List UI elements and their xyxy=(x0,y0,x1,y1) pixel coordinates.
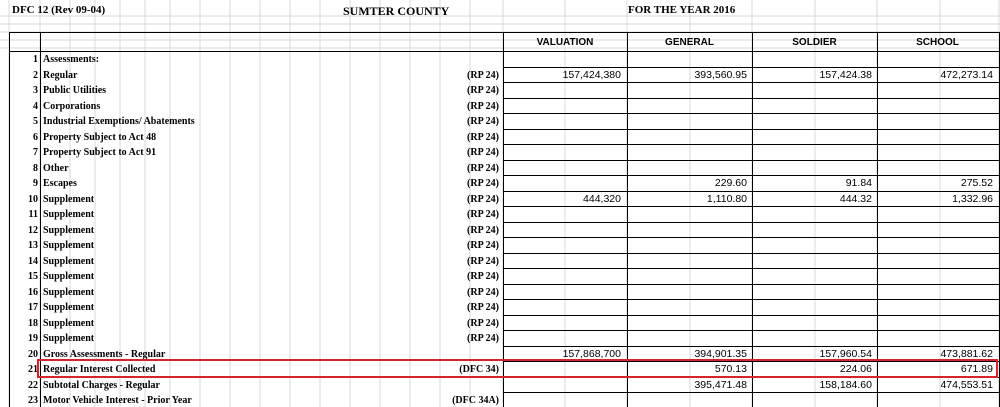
row-number: 4 xyxy=(33,101,38,112)
school-cell[interactable] xyxy=(877,238,993,253)
column-header-general[interactable]: GENERAL xyxy=(665,37,714,48)
row-reference: (RP 24) xyxy=(467,256,499,267)
row-reference: (RP 24) xyxy=(467,101,499,112)
value-row-border xyxy=(503,268,999,269)
value-row-border xyxy=(503,191,999,192)
general-cell[interactable] xyxy=(627,285,747,300)
row-number: 18 xyxy=(28,318,38,329)
row-label: Assessments: xyxy=(43,54,100,65)
school-cell[interactable] xyxy=(877,83,993,98)
soldier-cell[interactable]: 224.06 xyxy=(839,363,872,375)
row-reference: (RP 24) xyxy=(467,147,499,158)
row-number: 6 xyxy=(33,132,38,143)
valuation-cell[interactable] xyxy=(503,223,621,238)
general-cell[interactable] xyxy=(627,316,747,331)
school-cell[interactable] xyxy=(877,331,993,346)
row-label: Supplement xyxy=(43,194,95,205)
school-cell[interactable] xyxy=(877,114,993,129)
soldier-cell[interactable] xyxy=(752,316,872,331)
value-row-border xyxy=(503,82,999,83)
table-row[interactable] xyxy=(0,145,1000,160)
row-reference: (RP 24) xyxy=(467,240,499,251)
soldier-cell[interactable] xyxy=(752,393,872,407)
row-label: Supplement xyxy=(43,333,95,344)
valuation-cell[interactable] xyxy=(503,161,621,176)
table-row[interactable] xyxy=(0,83,1000,98)
school-cell[interactable] xyxy=(877,254,993,269)
school-cell[interactable]: 671.89 xyxy=(960,363,993,375)
soldier-cell[interactable] xyxy=(752,99,872,114)
valuation-cell[interactable]: 157,424,380 xyxy=(562,69,621,81)
table-row[interactable] xyxy=(0,238,1000,253)
row-label: Corporations xyxy=(43,101,101,112)
valuation-cell[interactable] xyxy=(503,331,621,346)
soldier-cell[interactable] xyxy=(752,145,872,160)
school-cell[interactable] xyxy=(877,300,993,315)
general-cell[interactable] xyxy=(627,130,747,145)
soldier-cell[interactable] xyxy=(752,223,872,238)
row-number: 13 xyxy=(28,240,38,251)
row-label: Supplement xyxy=(43,271,95,282)
general-cell[interactable] xyxy=(627,238,747,253)
general-cell[interactable] xyxy=(627,99,747,114)
row-label: Supplement xyxy=(43,209,95,220)
value-row-border xyxy=(503,113,999,114)
soldier-cell[interactable] xyxy=(752,114,872,129)
soldier-cell[interactable]: 444.32 xyxy=(839,193,872,205)
row-number: 3 xyxy=(33,85,38,96)
table-row[interactable] xyxy=(0,378,1000,393)
school-cell[interactable] xyxy=(877,145,993,160)
school-cell[interactable]: 474,553.51 xyxy=(940,379,993,391)
table-row[interactable] xyxy=(0,192,1000,207)
valuation-cell[interactable]: 444,320 xyxy=(583,193,621,205)
value-row-border xyxy=(503,144,999,145)
soldier-cell[interactable] xyxy=(752,285,872,300)
row-reference: (RP 24) xyxy=(467,287,499,298)
valuation-cell[interactable] xyxy=(503,145,621,160)
school-cell[interactable] xyxy=(877,316,993,331)
general-cell[interactable] xyxy=(627,207,747,222)
row-reference xyxy=(419,378,499,393)
row-number: 8 xyxy=(33,163,38,174)
column-header-school[interactable]: SCHOOL xyxy=(916,37,959,48)
soldier-cell[interactable] xyxy=(752,130,872,145)
soldier-cell[interactable]: 157,960.54 xyxy=(819,348,872,360)
row-reference: (RP 24) xyxy=(467,194,499,205)
valuation-cell[interactable] xyxy=(503,300,621,315)
value-row-border xyxy=(503,175,999,176)
form-id-label: DFC 12 (Rev 09-04) xyxy=(12,4,106,16)
soldier-cell[interactable]: 91.84 xyxy=(845,177,872,189)
row-number: 17 xyxy=(28,302,38,313)
value-column-border xyxy=(877,32,878,407)
table-row[interactable] xyxy=(0,99,1000,114)
table-row[interactable] xyxy=(0,130,1000,145)
row-reference xyxy=(419,347,499,362)
valuation-cell[interactable] xyxy=(503,254,621,269)
row-reference: (DFC 34) xyxy=(459,364,499,375)
table-row[interactable] xyxy=(0,254,1000,269)
row-reference: (RP 24) xyxy=(467,225,499,236)
row-reference: (RP 24) xyxy=(467,163,499,174)
general-cell[interactable] xyxy=(627,161,747,176)
value-row-border xyxy=(503,361,999,362)
row-label: Other xyxy=(43,163,69,174)
table-row[interactable] xyxy=(0,393,1000,407)
table-row[interactable] xyxy=(0,52,1000,67)
county-title: SUMTER COUNTY xyxy=(343,4,450,18)
row-reference: (RP 24) xyxy=(467,318,499,329)
value-column-border xyxy=(503,32,504,407)
total-separator xyxy=(503,346,999,347)
row-number: 21 xyxy=(28,364,38,375)
row-reference: (RP 24) xyxy=(467,85,499,96)
row-number: 10 xyxy=(28,194,38,205)
soldier-cell[interactable] xyxy=(752,269,872,284)
row-label: Regular Interest Collected xyxy=(43,364,156,375)
row-number: 2 xyxy=(33,70,38,81)
value-row-border xyxy=(503,315,999,316)
table-row[interactable] xyxy=(0,331,1000,346)
row-label: Property Subject to Act 48 xyxy=(43,132,157,143)
row-reference: (DFC 34A) xyxy=(452,395,499,406)
general-cell[interactable]: 394,901.35 xyxy=(694,348,747,360)
value-row-border xyxy=(503,392,999,393)
school-cell[interactable] xyxy=(877,207,993,222)
valuation-cell[interactable] xyxy=(503,316,621,331)
soldier-cell[interactable] xyxy=(752,254,872,269)
row-number: 9 xyxy=(33,178,38,189)
valuation-cell[interactable] xyxy=(503,99,621,114)
row-reference: (RP 24) xyxy=(467,178,499,189)
row-label: Supplement xyxy=(43,225,95,236)
valuation-cell[interactable] xyxy=(503,393,621,407)
table-row[interactable] xyxy=(0,362,1000,377)
row-number: 11 xyxy=(28,209,38,220)
valuation-cell[interactable] xyxy=(503,83,621,98)
soldier-cell[interactable] xyxy=(752,331,872,346)
general-cell[interactable] xyxy=(627,223,747,238)
school-cell[interactable] xyxy=(877,161,993,176)
row-number: 15 xyxy=(28,271,38,282)
table-row[interactable] xyxy=(0,347,1000,362)
school-cell[interactable] xyxy=(877,269,993,284)
general-cell[interactable]: 229.60 xyxy=(714,177,747,189)
row-number: 19 xyxy=(28,333,38,344)
row-reference: (RP 24) xyxy=(467,209,499,220)
school-cell[interactable] xyxy=(877,285,993,300)
general-cell[interactable]: 393,560.95 xyxy=(694,69,747,81)
school-cell[interactable]: 275.52 xyxy=(960,177,993,189)
table-row[interactable] xyxy=(0,285,1000,300)
value-row-border xyxy=(503,377,999,378)
value-row-border xyxy=(503,206,999,207)
value-row-border xyxy=(503,330,999,331)
row-label: Regular xyxy=(43,70,78,81)
valuation-cell[interactable] xyxy=(503,238,621,253)
school-cell[interactable] xyxy=(877,99,993,114)
rownum-border xyxy=(40,32,41,407)
row-number: 7 xyxy=(33,147,38,158)
valuation-cell[interactable] xyxy=(503,378,621,393)
row-number: 22 xyxy=(28,380,38,391)
school-cell[interactable]: 473,881.62 xyxy=(940,348,993,360)
value-row-border xyxy=(503,299,999,300)
school-cell[interactable] xyxy=(877,393,993,407)
table-top-border xyxy=(9,32,999,33)
row-reference: (RP 24) xyxy=(467,333,499,344)
school-cell[interactable] xyxy=(877,130,993,145)
row-label: Supplement xyxy=(43,256,95,267)
row-number: 12 xyxy=(28,225,38,236)
row-label: Property Subject to Act 91 xyxy=(43,147,157,158)
year-label: FOR THE YEAR 2016 xyxy=(628,4,736,16)
table-row[interactable] xyxy=(0,176,1000,191)
soldier-cell[interactable]: 158,184.60 xyxy=(819,379,872,391)
row-label: Subtotal Charges - Regular xyxy=(43,380,160,391)
row-number: 23 xyxy=(28,395,38,406)
row-label: Public Utilities xyxy=(43,85,107,96)
row-reference: (RP 24) xyxy=(467,116,499,127)
row-reference xyxy=(419,52,499,67)
valuation-cell[interactable] xyxy=(503,362,621,377)
general-cell[interactable] xyxy=(627,145,747,160)
school-cell[interactable]: 1,332.96 xyxy=(952,193,993,205)
soldier-cell[interactable] xyxy=(752,300,872,315)
general-cell[interactable] xyxy=(627,269,747,284)
left-border xyxy=(9,32,10,407)
general-cell[interactable]: 1,110.80 xyxy=(706,193,747,205)
row-label: Motor Vehicle Interest - Prior Year xyxy=(43,395,192,406)
general-cell[interactable] xyxy=(627,52,747,67)
valuation-cell[interactable]: 157,868,700 xyxy=(562,348,621,360)
valuation-cell[interactable] xyxy=(503,130,621,145)
value-row-border xyxy=(503,284,999,285)
row-number: 14 xyxy=(28,256,38,267)
table-row[interactable] xyxy=(0,207,1000,222)
soldier-cell[interactable] xyxy=(752,238,872,253)
soldier-cell[interactable] xyxy=(752,161,872,176)
row-label: Supplement xyxy=(43,240,95,251)
row-reference: (RP 24) xyxy=(467,70,499,81)
school-cell[interactable]: 472,273.14 xyxy=(940,69,993,81)
valuation-cell[interactable] xyxy=(503,285,621,300)
row-reference: (RP 24) xyxy=(467,132,499,143)
value-row-border xyxy=(503,98,999,99)
value-row-border xyxy=(503,237,999,238)
valuation-cell[interactable] xyxy=(503,114,621,129)
table-row[interactable] xyxy=(0,223,1000,238)
table-row[interactable] xyxy=(0,316,1000,331)
table-row[interactable] xyxy=(0,68,1000,83)
row-reference: (RP 24) xyxy=(467,271,499,282)
row-number: 16 xyxy=(28,287,38,298)
value-row-border xyxy=(503,222,999,223)
school-cell[interactable] xyxy=(877,223,993,238)
soldier-cell[interactable] xyxy=(752,52,872,67)
column-header-valuation[interactable]: VALUATION xyxy=(536,37,594,48)
valuation-cell[interactable] xyxy=(503,52,621,67)
soldier-cell[interactable] xyxy=(752,83,872,98)
general-cell[interactable] xyxy=(627,393,747,407)
general-cell[interactable] xyxy=(627,254,747,269)
value-row-border xyxy=(503,160,999,161)
value-row-border xyxy=(503,129,999,130)
general-cell[interactable]: 570.13 xyxy=(714,363,747,375)
general-cell[interactable] xyxy=(627,114,747,129)
row-label: Supplement xyxy=(43,302,95,313)
school-cell[interactable] xyxy=(877,52,993,67)
header-bottom-border xyxy=(9,51,999,52)
row-label: Gross Assessments - Regular xyxy=(43,349,166,360)
value-column-border xyxy=(752,32,753,407)
soldier-cell[interactable]: 157,424.38 xyxy=(819,69,872,81)
general-cell[interactable] xyxy=(627,300,747,315)
table-row[interactable] xyxy=(0,269,1000,284)
value-row-border xyxy=(503,67,999,68)
general-cell[interactable] xyxy=(627,83,747,98)
general-cell[interactable]: 395,471.48 xyxy=(694,379,747,391)
row-number: 1 xyxy=(33,54,38,65)
column-header-soldier[interactable]: SOLDIER xyxy=(792,37,837,48)
table-row[interactable] xyxy=(0,114,1000,129)
row-label: Industrial Exemptions/ Abatements xyxy=(43,116,195,127)
row-number: 5 xyxy=(33,116,38,127)
row-label: Supplement xyxy=(43,287,95,298)
value-row-border xyxy=(503,253,999,254)
general-cell[interactable] xyxy=(627,331,747,346)
row-label: Escapes xyxy=(43,178,77,189)
valuation-cell[interactable] xyxy=(503,176,621,191)
row-reference: (RP 24) xyxy=(467,302,499,313)
table-row[interactable] xyxy=(0,300,1000,315)
soldier-cell[interactable] xyxy=(752,207,872,222)
row-number: 20 xyxy=(28,349,38,360)
valuation-cell[interactable] xyxy=(503,269,621,284)
row-label: Supplement xyxy=(43,318,95,329)
valuation-cell[interactable] xyxy=(503,207,621,222)
value-column-border xyxy=(627,32,628,407)
table-row[interactable] xyxy=(0,161,1000,176)
